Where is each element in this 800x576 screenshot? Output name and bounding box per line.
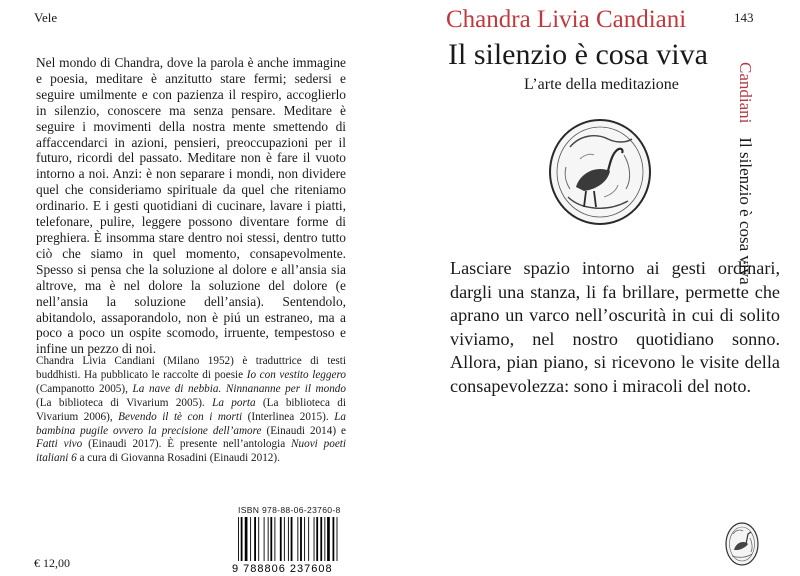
bio-text: (La biblioteca di Vivarium 2006), [36, 396, 346, 423]
bio-text: (Campanotto 2005), [36, 382, 133, 395]
price: € 12,00 [34, 556, 70, 570]
front-quote: Lasciare spazio intorno ai gesti ordinari, dargli una stanza, li fa brillare, permette che aprano un varco nell’oscurità in cui di solito viviamo, nel nostro quotidiano sonno. Allora, pian piano, si ricevono le visite della consapevolezza: sono i miracoli del noto. [450, 258, 780, 396]
einaudi-ostrich-seal-icon [546, 117, 654, 227]
bio-text: a cura di Giovanna Rosadini (Einaudi 2012). [76, 452, 280, 465]
bio-text: Chandra Livia Candiani (Milano 1952) è traduttrice di testi buddhisti. Ha pubblicato le raccolte di poesie [36, 355, 346, 381]
book-subtitle: L’arte della meditazione [524, 76, 679, 93]
bio-title: Fatti vivo [36, 438, 83, 451]
bio-text: (Einaudi 2014) e [261, 424, 347, 437]
bio-text: (Interlinea 2015). [242, 410, 335, 423]
bio-title: La bambina pugile ovvero la precisione dell’amore [36, 410, 347, 437]
series-name: Vele [34, 10, 58, 25]
spine-title: Il silenzio è cosa viva [736, 137, 755, 285]
author-bio [36, 355, 346, 466]
bio-title: La nave di nebbia. Ninnananne per il mondo [132, 382, 346, 395]
series-number: 143 [734, 10, 754, 25]
book-title: Il silenzio è cosa viva [448, 38, 708, 71]
isbn-label: ISBN 978-88-06-23760-8 [238, 505, 341, 515]
bio-title: La porta [212, 396, 256, 409]
barcode-icon [230, 517, 355, 575]
back-blurb: Nel mondo di Chandra, dove la parola è anche immagine e poesia, meditare è anzitutto stare fermi; sedersi e seguire umilmente e con pazienza il respiro, accoglierlo in silenzio, conoscere ma senza pensare. Meditare è seguire i movimenti della nostra mente smettendo di affaccendarci in azioni, pensieri, preoccupazioni per il futuro, ricordi del passato. Meditare non è fare il vuoto intorno a noi. Anzi: è non separare i mondi, non dividere quel che consideriamo spirituale da quel che riteniamo ordinario. E i gesti quotidiani di cucinare, lavare i piatti, telefonare, pulire, leggere possono diventare forme di preghiera. È insomma stare dentro noi stessi, dentro tutto ciò che siamo in quel momento, consapevolmente. Spesso si pensa che la soluzione al dolore e all’ansia sia altrove, ma è nel dolore la soluzione del dolore (e nell’ansia la soluzione dell’ansia). Sentendolo, abitandolo, assaporandolo, non è piú un estraneo, ma a poco a poco un ospite scomodo, irruente, tempestoso e infine un pezzo di noi. [36, 55, 346, 357]
bio-text: (Einaudi 2017). È presente nell’antologia [82, 438, 292, 451]
bio-title: Bevendo il tè con i morti [118, 410, 243, 423]
bio-title: Nuovi poeti italiani 6 [36, 438, 346, 465]
barcode-digits: 9 788806 237608 [232, 563, 333, 575]
spine-author: Candiani [736, 62, 755, 124]
bio-title: Io con vestito leggero [246, 368, 346, 381]
bio-text: (La biblioteca di Vivarium 2005). [36, 396, 213, 409]
back-cover [0, 0, 362, 576]
author-name: Chandra Livia Candiani [446, 6, 687, 33]
